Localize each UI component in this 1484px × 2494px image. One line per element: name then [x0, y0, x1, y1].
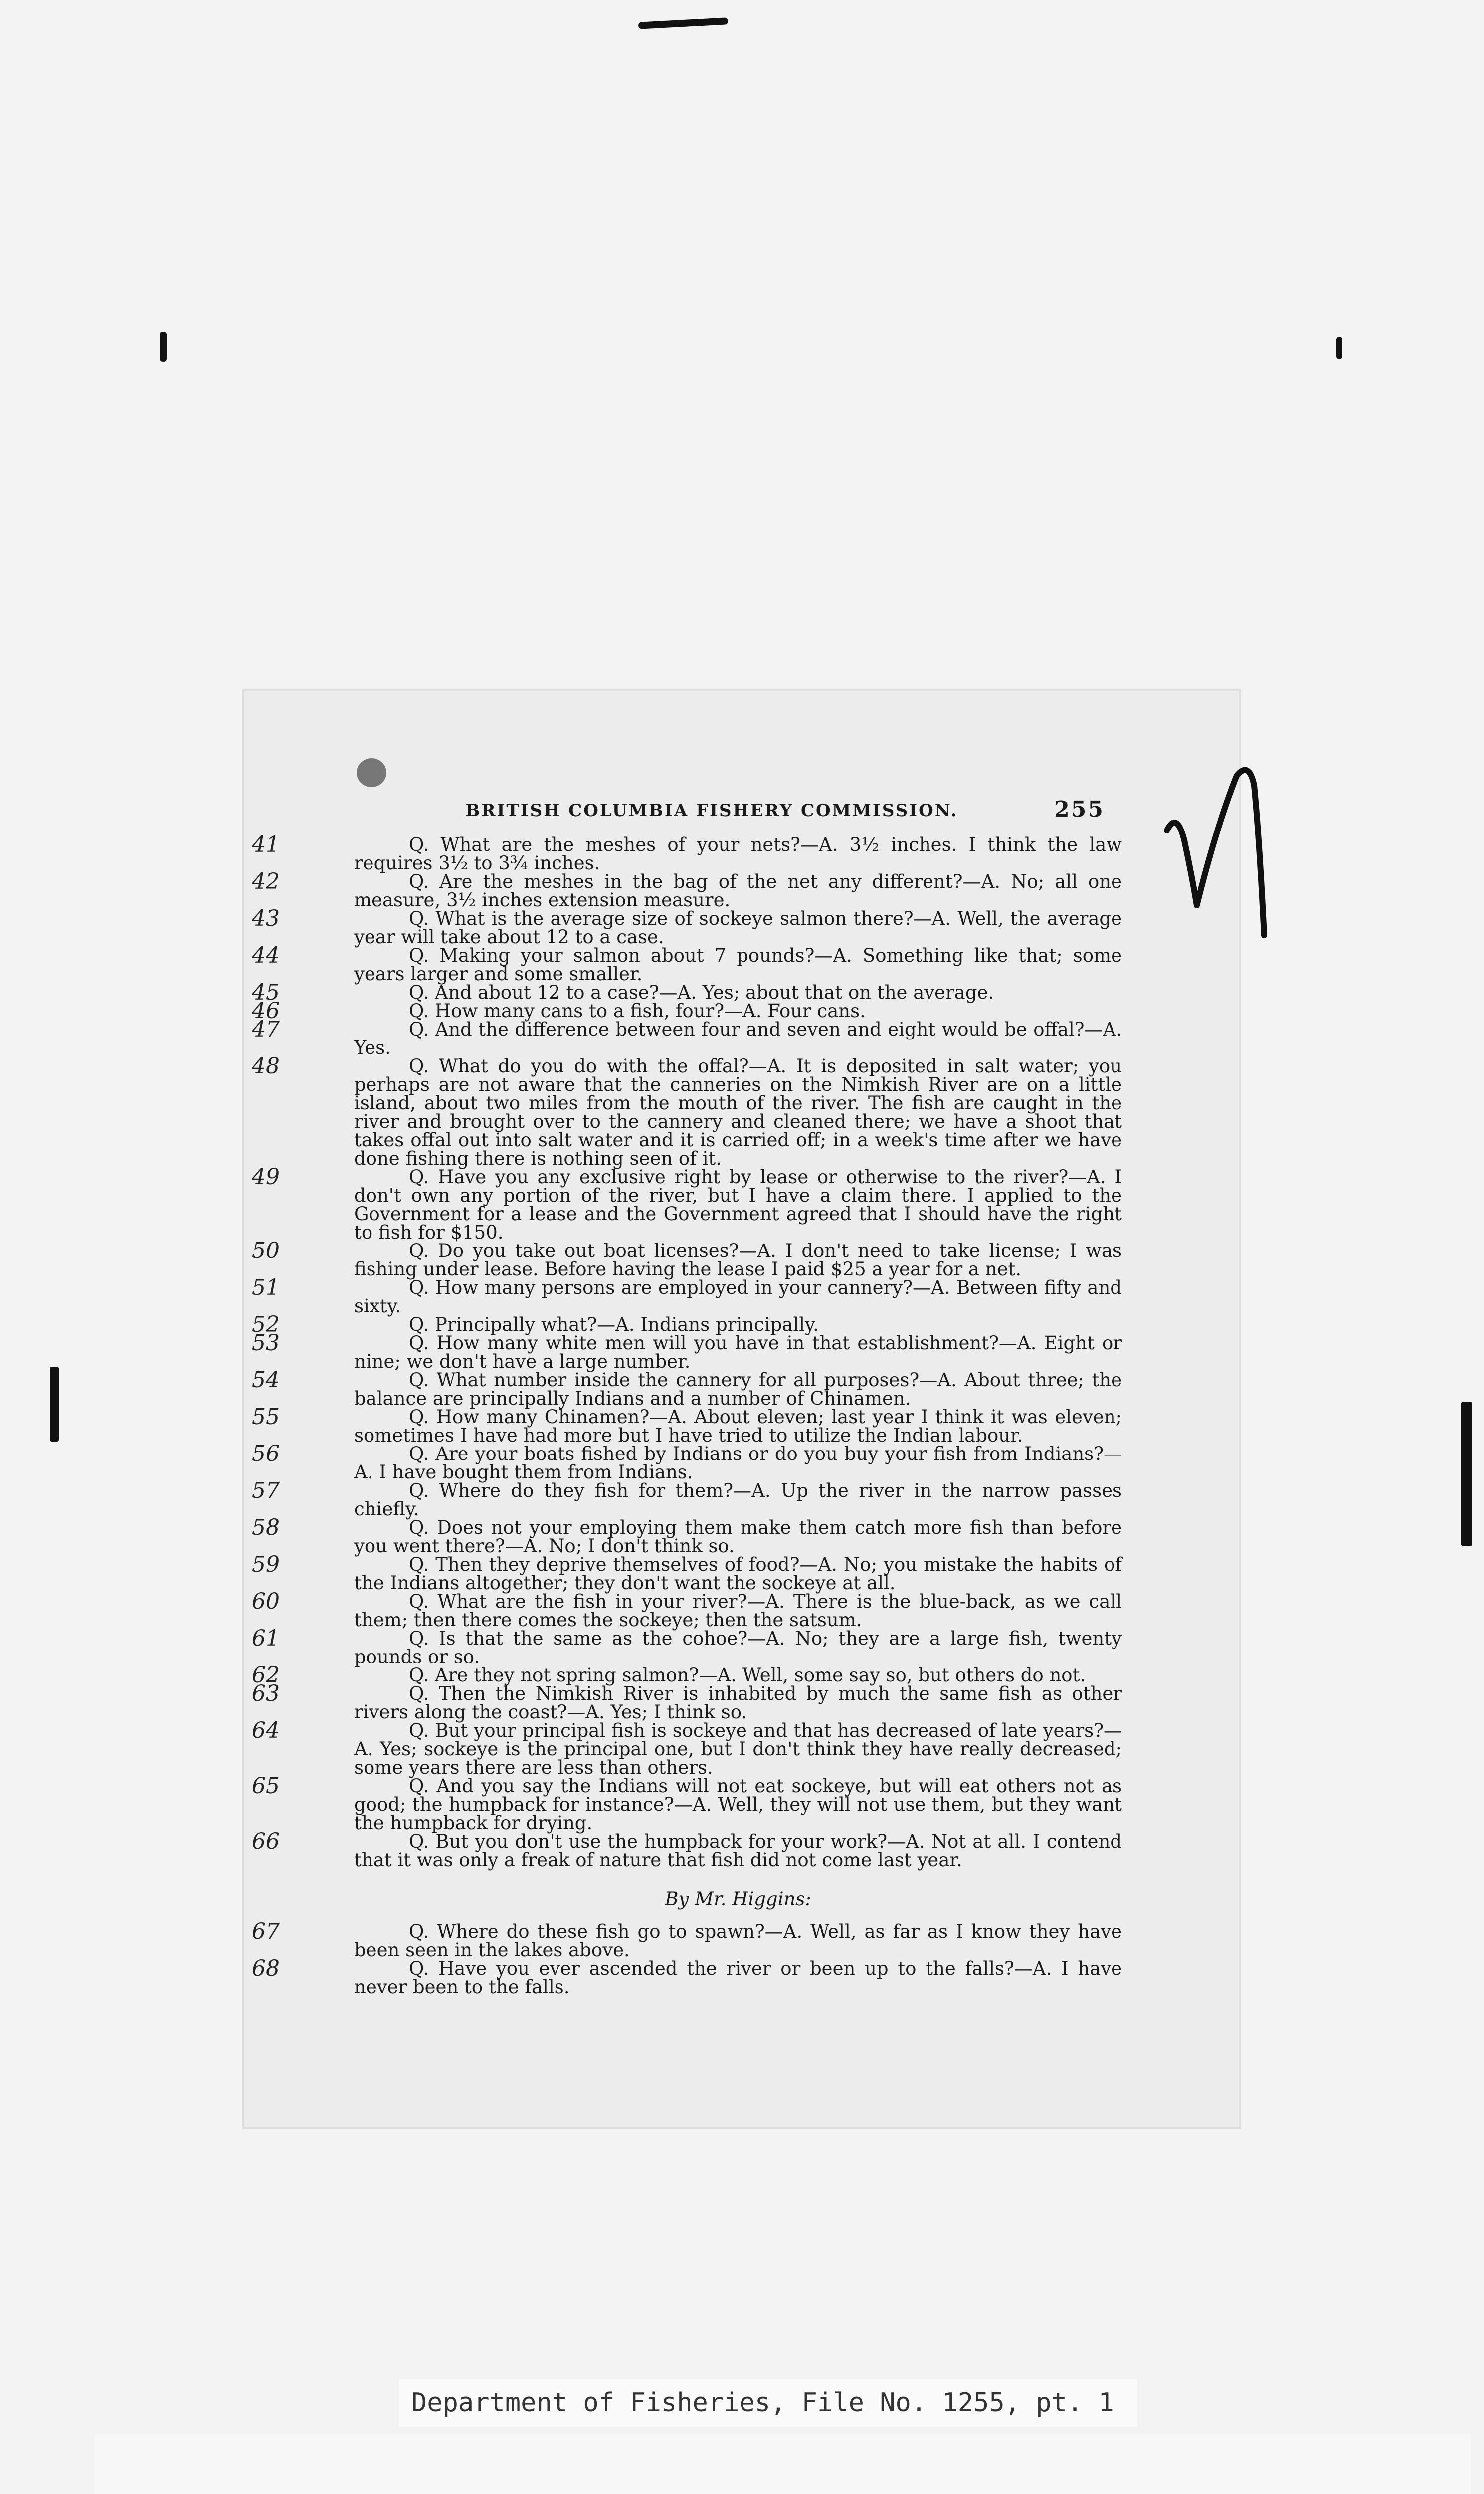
qa-text: Q. How many cans to a fish, four?—A. Four cans. [409, 1000, 866, 1022]
margin-number: 66 [252, 1829, 280, 1854]
qa-entry [252, 1552, 1122, 1594]
margin-number: 67 [252, 1919, 280, 1944]
qa-text: Q. Where do they fish for them?—A. Up the river in the narrow passes chiefly. [354, 1480, 1122, 1520]
qa-text: Q. What do you do with the offal?—A. It is deposited in salt water; you perhaps are not aware that the canneries on the Nimkish River are on a little island, about two miles from the mouth of the river. The fish are caught in the river and brought over to the cannery and cleaned there; we have a shoot that takes offal out into salt water and it is carried off; in a week's time after we have done fishing there is nothing seen of it. [354, 1055, 1122, 1169]
qa-text: Q. Principally what?—A. Indians principally. [409, 1314, 819, 1335]
scan-mark-top [638, 17, 728, 29]
qa-entry [252, 1681, 1122, 1723]
qa-entry [252, 1626, 1122, 1667]
qa-text: Q. What is the average size of sockeye salmon there?—A. Well, the average year will take about 12 to a case. [354, 908, 1122, 948]
margin-number: 50 [252, 1238, 280, 1263]
qa-entry [252, 1441, 1122, 1483]
qa-text: Q. And you say the Indians will not eat sockeye, but will eat others not as good; the humpback for instance?—A. Well, they will not use them, but they want the humpback for drying. [354, 1775, 1122, 1834]
archives-stamp [95, 2434, 1471, 2494]
margin-number: 51 [252, 1275, 280, 1300]
qa-entry [252, 1919, 1122, 1961]
ink-stain [357, 758, 386, 787]
running-head-title: BRITISH COLUMBIA FISHERY COMMISSION. [465, 801, 958, 821]
page-number: 255 [1054, 797, 1105, 822]
margin-number: 65 [252, 1773, 280, 1799]
qa-text: Q. Are they not spring salmon?—A. Well, some say so, but others do not. [409, 1664, 1086, 1686]
margin-number: 49 [252, 1164, 280, 1190]
qa-entry [252, 1773, 1122, 1834]
margin-number: 55 [252, 1404, 280, 1430]
margin-number: 42 [252, 869, 280, 894]
scan-edge-right [1461, 1402, 1472, 1546]
running-header [244, 797, 1239, 826]
qa-text: Q. How many white men will you have in that establishment?—A. Eight or nine; we don't have a large number. [354, 1332, 1122, 1372]
qa-text: Q. Do you take out boat licenses?—A. I don't need to take license; I was fishing under lease. Before having the lease I paid $25 a year for a net. [354, 1240, 1122, 1280]
qa-text: Q. Have you any exclusive right by lease or otherwise to the river?—A. I don't own any portion of the river, but I have a claim there. I applied to the Government for a lease and the Government agreed that I should have the right to fish for $150. [354, 1166, 1122, 1243]
margin-number: 63 [252, 1681, 280, 1706]
qa-text: Q. Are the meshes in the bag of the net any different?—A. No; all one measure, 3½ inches extension measure. [354, 871, 1122, 911]
qa-entry [252, 869, 1122, 911]
qa-entry [252, 1238, 1122, 1280]
qa-entry [252, 1663, 1122, 1688]
qa-text: Q. Then the Nimkish River is inhabited by much the same fish as other rivers along the coast?—A. Yes; I think so. [354, 1683, 1122, 1723]
margin-number: 44 [252, 943, 280, 968]
scan-mark-left-tick [160, 332, 167, 362]
qa-text: Q. Does not your employing them make them catch more fish than before you went there?—A. No; I don't think so. [354, 1517, 1122, 1557]
qa-entry [252, 1718, 1122, 1778]
qa-text: Q. How many persons are employed in your cannery?—A. Between fifty and sixty. [354, 1277, 1122, 1317]
qa-text: Q. And about 12 to a case?—A. Yes; about that on the average. [409, 982, 994, 1003]
qa-entry [252, 1053, 1122, 1169]
qa-text: Q. What are the fish in your river?—A. There is the blue-back, as we call them; then there comes the sockeye; then the satsum. [354, 1591, 1122, 1631]
margin-number: 57 [252, 1478, 280, 1503]
scan-mark-right-tick [1336, 337, 1342, 359]
qa-text: Q. Where do these fish go to spawn?—A. Well, as far as I know they have been seen in the lakes above. [354, 1921, 1122, 1961]
margin-number: 54 [252, 1367, 280, 1393]
qa-entry [252, 998, 1122, 1024]
margin-number: 59 [252, 1552, 280, 1577]
qa-entry [252, 1164, 1122, 1243]
margin-number: 61 [252, 1626, 280, 1651]
qa-entry [252, 906, 1122, 948]
qa-entry [252, 980, 1122, 1005]
handwritten-checkmark-icon [1157, 756, 1272, 945]
qa-text: Q. How many Chinamen?—A. About eleven; last year I think it was eleven; sometimes I have had more but I have tried to utilize the Indian labour. [354, 1406, 1122, 1446]
qa-text: Q. Is that the same as the cohoe?—A. No; they are a large fish, twenty pounds or so. [354, 1628, 1122, 1667]
scan-edge-left [50, 1367, 59, 1442]
qa-text: Q. What number inside the cannery for all purposes?—A. About three; the balance are principally Indians and a number of Chinamen. [354, 1369, 1122, 1409]
margin-number: 47 [252, 1017, 280, 1042]
qa-text: Q. Then they deprive themselves of food?—A. No; you mistake the habits of the Indians altogether; they don't want the sockeye at all. [354, 1554, 1122, 1594]
qa-text: Q. Have you ever ascended the river or been up to the falls?—A. I have never been to the falls. [354, 1958, 1122, 1998]
margin-number: 60 [252, 1589, 280, 1614]
file-reference-label: Department of Fisheries, File No. 1255, pt. 1 [399, 2379, 1137, 2427]
qa-text: Q. Are your boats fished by Indians or do you buy your fish from Indians?—A. I have bought them from Indians. [354, 1443, 1122, 1483]
qa-text: Q. Making your salmon about 7 pounds?—A. Something like that; some years larger and some smaller. [354, 945, 1122, 985]
qa-text: Q. But you don't use the humpback for your work?—A. Not at all. I contend that it was only a freak of nature that fish did not come last year. [354, 1831, 1122, 1870]
document-page [244, 691, 1239, 2127]
testimony-body [252, 832, 1122, 1998]
margin-number: 48 [252, 1053, 280, 1079]
qa-entry [252, 1312, 1122, 1337]
qa-text: Q. But your principal fish is sockeye and that has decreased of late years?—A. Yes; sockeye is the principal one, but I don't think they have really decreased; some years there are less than others. [354, 1720, 1122, 1778]
margin-number: 62 [252, 1663, 280, 1688]
qa-text: Q. What are the meshes of your nets?—A. 3½ inches. I think the law requires 3½ to 3¾ inches. [354, 834, 1122, 874]
margin-number: 43 [252, 906, 280, 931]
margin-number: 45 [252, 980, 280, 1005]
margin-number: 46 [252, 998, 280, 1024]
qa-entry [252, 1515, 1122, 1557]
qa-entry [252, 832, 1122, 874]
qa-entry [252, 1330, 1122, 1372]
examiner-byline: By Mr. Higgins: [665, 1888, 811, 1910]
qa-entry [252, 1478, 1122, 1520]
margin-number: 52 [252, 1312, 280, 1337]
margin-number: 41 [252, 832, 280, 857]
qa-entry [252, 1589, 1122, 1631]
qa-entry [252, 1829, 1122, 1870]
qa-entry [252, 1367, 1122, 1409]
qa-entry [252, 1404, 1122, 1446]
qa-entry [252, 943, 1122, 985]
margin-number: 53 [252, 1330, 280, 1356]
qa-entry [252, 1017, 1122, 1058]
qa-entry [252, 1275, 1122, 1317]
margin-number: 56 [252, 1441, 280, 1466]
margin-number: 64 [252, 1718, 280, 1743]
qa-entry [252, 1956, 1122, 1998]
qa-text: Q. And the difference between four and seven and eight would be offal?—A. Yes. [354, 1019, 1122, 1058]
margin-number: 68 [252, 1956, 280, 1981]
margin-number: 58 [252, 1515, 280, 1540]
